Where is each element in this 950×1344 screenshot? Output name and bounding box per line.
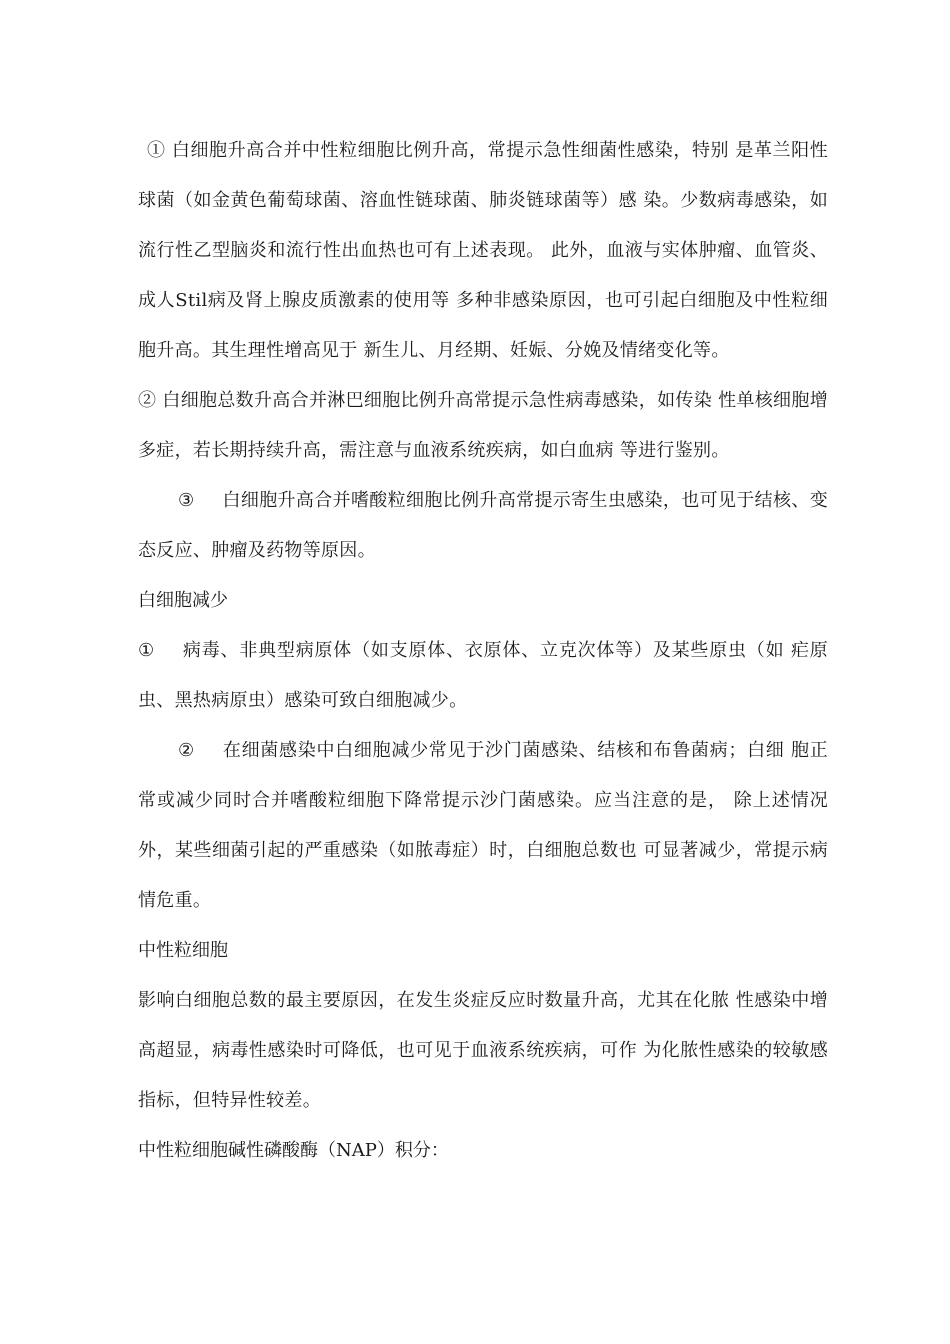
paragraph-viral-infection-decrease (138, 626, 828, 726)
list-marker: ② (178, 740, 195, 761)
paragraph-bacterial-infection-decrease (138, 726, 828, 926)
document-body (138, 126, 828, 1176)
section-heading-wbc-decrease: 白细胞减少 (138, 590, 228, 611)
paragraph-wbc-lymphocyte-increase: ② 白细胞总数升高合并淋巴细胞比例升高常提示急性病毒感染，如传染 性单核细胞增多症，若长期持续升高，需注意与血液系统疾病，如白血病 等进行鉴别。 (138, 390, 828, 461)
paragraph-text: 白细胞升高合并嗜酸粒细胞比例升高常提示寄生虫感染，也可见于结核、变态反应、肿瘤及药物等原因。 (138, 490, 828, 561)
list-marker: ③ (178, 490, 195, 511)
list-marker: ① (138, 640, 155, 661)
paragraph-text: 在细菌感染中白细胞减少常见于沙门菌感染、结核和布鲁菌病；白细 胞正常或减少同时合并嗜酸粒细胞下降常提示沙门菌感染。应当注意的是， 除上述情况外，某些细菌引起的严重感染（如脓毒症）时，白细胞总数也 可显著减少，常提示病情危重。 (138, 740, 828, 911)
paragraph-text: 病毒、非典型病原体（如支原体、衣原体、立克次体等）及某些原虫（如 疟原虫、黑热病原虫）感染可致白细胞减少。 (138, 640, 828, 711)
section-heading-nap-score: 中性粒细胞碱性磷酸酶（NAP）积分： (138, 1140, 449, 1161)
section-heading-neutrophil: 中性粒细胞 (138, 940, 228, 961)
paragraph-wbc-neutrophil-increase: ① 白细胞升高合并中性粒细胞比例升高，常提示急性细菌性感染，特别 是革兰阳性球菌（如金黄色葡萄球菌、溶血性链球菌、肺炎链球菌等）感 染。少数病毒感染，如流行性乙型脑炎和流行性出血热也可有上述表现。 此外，血液与实体肿瘤、血管炎、成人Stil病及肾上腺皮质激素的使用等 多种非感染原因，也可引起白细胞及中性粒细胞升高。其生理性增高见于 新生儿、月经期、妊娠、分娩及情绪变化等。 (138, 140, 828, 361)
paragraph-neutrophil-description: 影响白细胞总数的最主要原因，在发生炎症反应时数量升高，尤其在化脓 性感染中增高超显，病毒性感染时可降低，也可见于血液系统疾病，可作 为化脓性感染的较敏感指标，但特异性较差。 (138, 990, 828, 1111)
paragraph-wbc-eosinophil-increase (138, 476, 828, 576)
